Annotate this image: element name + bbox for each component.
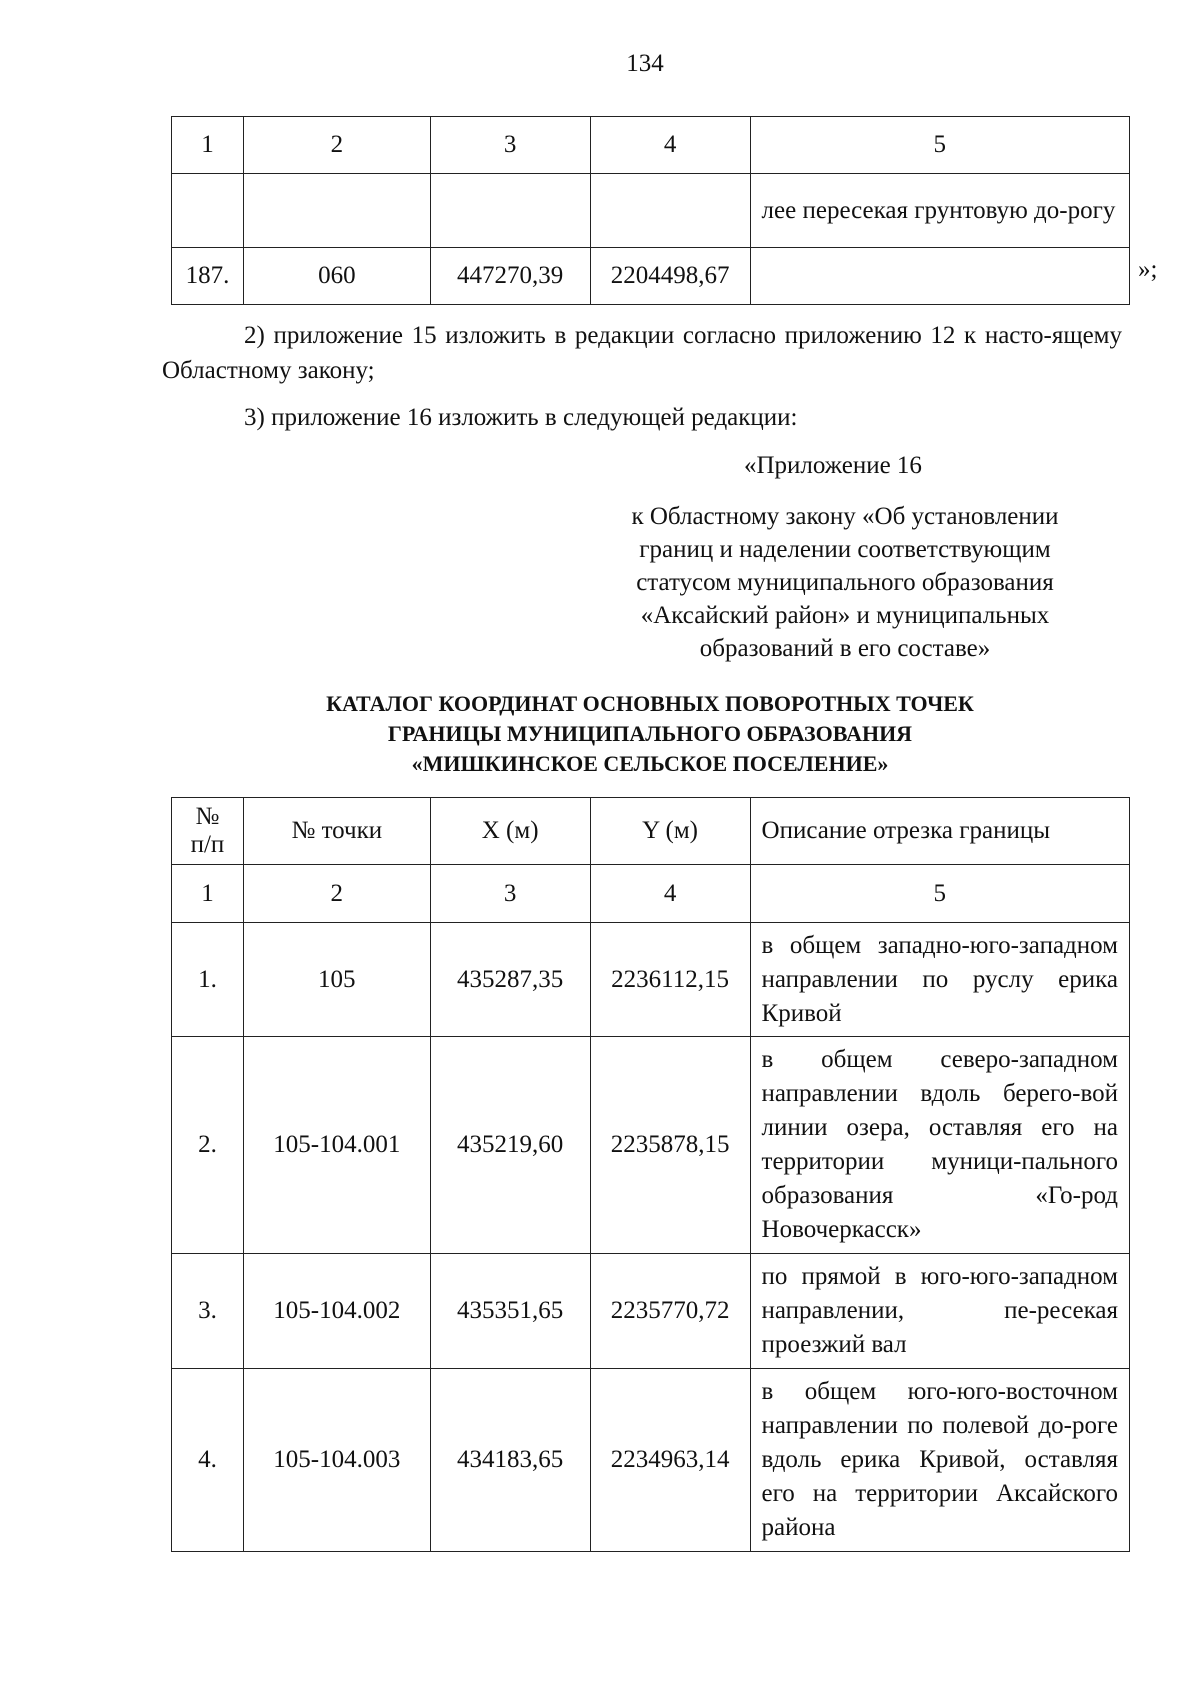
y-coordinate: 2235770,72 — [590, 1254, 750, 1369]
column-header-description: Описание отрезка границы — [750, 798, 1129, 865]
table-row — [172, 1369, 1130, 1552]
appendix-line: границ и наделении соответствующим — [639, 536, 1051, 563]
row-number: 3. — [172, 1254, 244, 1369]
catalog-title — [170, 689, 1130, 779]
column-header-x: X (м) — [430, 798, 590, 865]
y-coordinate: 2204498,67 — [590, 248, 750, 305]
column-header-point: № точки — [243, 798, 430, 865]
row-number: 1. — [172, 923, 244, 1037]
segment-description: по прямой в юго-юго-западном направлении, пе-ресекая проезжий вал — [750, 1254, 1129, 1369]
table-header-row — [172, 117, 1130, 174]
catalog-title-line: ГРАНИЦЫ МУНИЦИПАЛЬНОГО ОБРАЗОВАНИЯ — [387, 721, 913, 746]
header-cell: 4 — [590, 117, 750, 174]
column-header-y: Y (м) — [590, 798, 750, 865]
column-number: 4 — [590, 865, 750, 923]
segment-description — [750, 248, 1129, 305]
x-coordinate: 435219,60 — [430, 1037, 590, 1254]
y-coordinate: 2236112,15 — [590, 923, 750, 1037]
table-row — [172, 174, 1130, 248]
row-number: 187. — [172, 248, 244, 305]
table-row — [172, 1037, 1130, 1254]
table-row — [172, 1254, 1130, 1369]
point-number: 105-104.001 — [243, 1037, 430, 1254]
paragraph-3 — [162, 400, 1122, 435]
x-coordinate: 435351,65 — [430, 1254, 590, 1369]
table-header-row — [172, 798, 1130, 865]
segment-description: лее пересекая грунтовую до-рогу — [750, 174, 1129, 248]
column-number: 3 — [430, 865, 590, 923]
page-number: 134 — [626, 50, 664, 77]
row-number: 2. — [172, 1037, 244, 1254]
column-numbering-row — [172, 865, 1130, 923]
header-cell: 5 — [750, 117, 1129, 174]
point-number — [243, 174, 430, 248]
catalog-title-line: КАТАЛОГ КООРДИНАТ ОСНОВНЫХ ПОВОРОТНЫХ ТОЧЕК — [326, 691, 974, 716]
header-cell: 3 — [430, 117, 590, 174]
closing-quote: »; — [1138, 256, 1158, 283]
paragraph-3-text: 3) приложение 16 изложить в следующей редакции: — [244, 404, 798, 431]
paragraph-2-text: 2) приложение 15 изложить в редакции согласно приложению 12 к насто-ящему Областному закону; — [162, 322, 1122, 384]
point-number: 105-104.002 — [243, 1254, 430, 1369]
row-number — [172, 174, 244, 248]
appendix-title: «Приложение 16 — [744, 452, 922, 479]
x-coordinate: 447270,39 — [430, 248, 590, 305]
coordinates-table — [171, 797, 1130, 1552]
column-header-number: № п/п — [172, 798, 244, 865]
point-number: 105-104.003 — [243, 1369, 430, 1552]
point-number: 060 — [243, 248, 430, 305]
table-row — [172, 923, 1130, 1037]
appendix-line: образований в его составе» — [699, 635, 991, 662]
segment-description: в общем юго-юго-восточном направлении по полевой до-роге вдоль ерика Кривой, оставляя его на территории Аксайского района — [750, 1369, 1129, 1552]
segment-description: в общем западно-юго-западном направлении по руслу ерика Кривой — [750, 923, 1129, 1037]
y-coordinate: 2235878,15 — [590, 1037, 750, 1254]
column-number: 5 — [750, 865, 1129, 923]
table-row — [172, 248, 1130, 305]
continued-table — [171, 116, 1130, 305]
point-number: 105 — [243, 923, 430, 1037]
catalog-title-line: «МИШКИНСКОЕ СЕЛЬСКОЕ ПОСЕЛЕНИЕ» — [411, 751, 889, 776]
appendix-description — [580, 500, 1110, 665]
appendix-line: «Аксайский район» и муниципальных — [640, 602, 1050, 629]
column-number: 1 — [172, 865, 244, 923]
appendix-line: к Областному закону «Об установлении — [631, 503, 1059, 530]
paragraph-2 — [162, 318, 1122, 388]
x-coordinate: 435287,35 — [430, 923, 590, 1037]
y-coordinate — [590, 174, 750, 248]
row-number: 4. — [172, 1369, 244, 1552]
column-number: 2 — [243, 865, 430, 923]
x-coordinate: 434183,65 — [430, 1369, 590, 1552]
header-cell: 1 — [172, 117, 244, 174]
header-cell: 2 — [243, 117, 430, 174]
segment-description: в общем северо-западном направлении вдоль берего-вой линии озера, оставляя его на территории муници-пального образования «Го-род Новочеркасск» — [750, 1037, 1129, 1254]
appendix-line: статусом муниципального образования — [636, 569, 1054, 596]
x-coordinate — [430, 174, 590, 248]
y-coordinate: 2234963,14 — [590, 1369, 750, 1552]
